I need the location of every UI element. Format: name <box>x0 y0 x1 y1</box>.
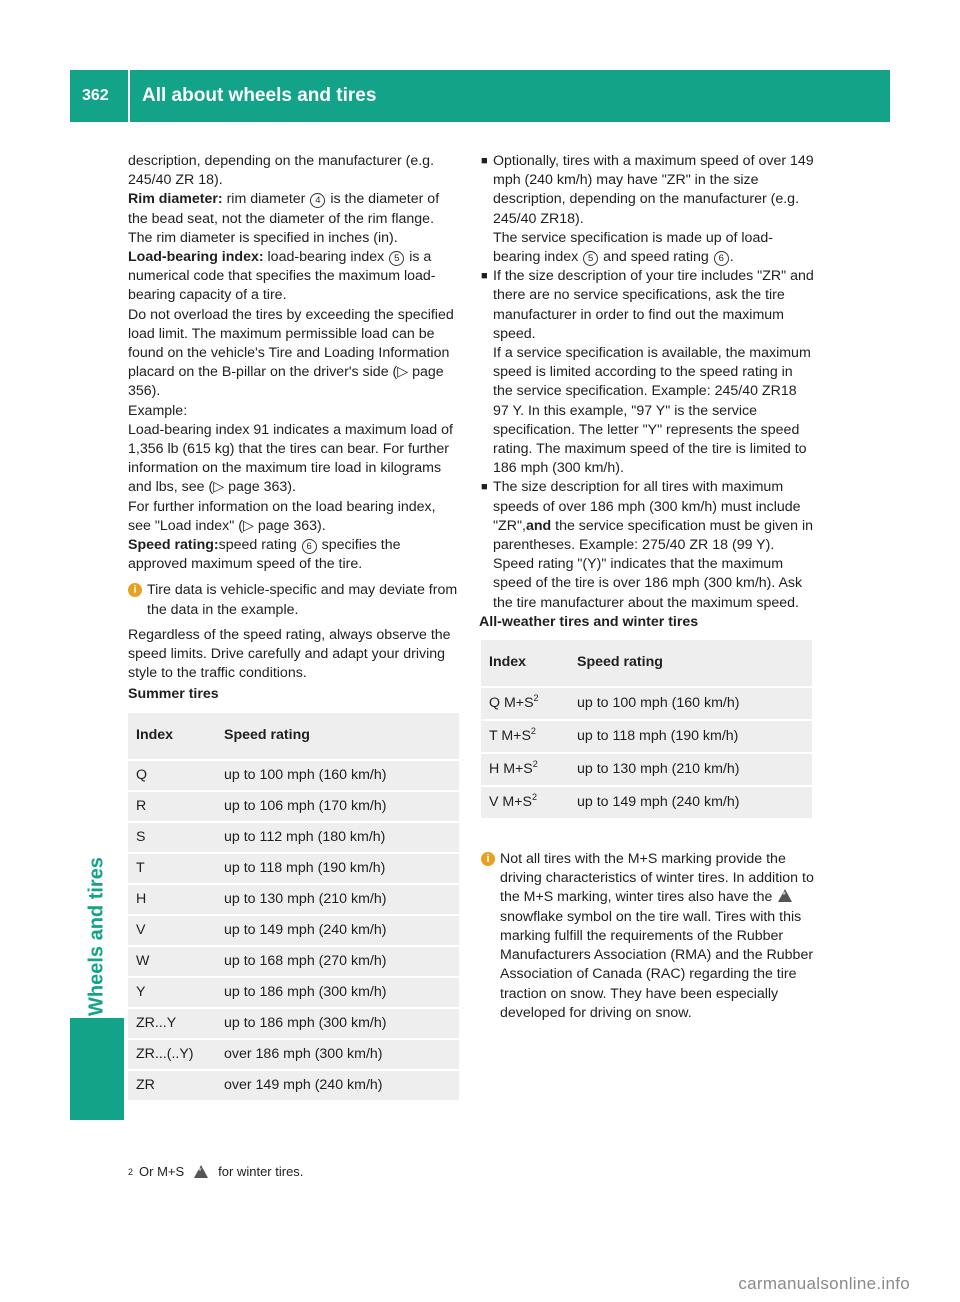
term: Rim diameter: <box>128 191 223 208</box>
bullet-icon: ■ <box>481 155 488 167</box>
bullet-icon: ■ <box>481 270 488 283</box>
info-icon: i <box>481 852 495 866</box>
page-ref-arrow-icon: ▷ <box>242 517 254 534</box>
page-header <box>70 70 890 122</box>
callout-number-icon: 5 <box>389 251 404 266</box>
table-row: T $M+S^2$ up to 118 mph (190 km/h) <box>481 721 812 752</box>
bullet-icon: ■ <box>481 481 488 494</box>
footnote-number: 2 <box>128 1166 134 1177</box>
paragraph: description, depending on the manufacturer (e.g. 245/40 ZR 18). <box>128 153 435 189</box>
page-ref-arrow-icon: ▷ <box>397 364 409 381</box>
watermark: carmanualsonline.info <box>738 1274 910 1293</box>
column-header: Speed rating <box>216 713 459 759</box>
snowflake-mountain-icon <box>778 889 792 902</box>
table-row: Q up to 100 mph (160 km/h) <box>128 761 459 790</box>
page-number: 362 <box>82 87 109 104</box>
example-paragraph: Load-bearing index 91 indicates a maximum load of 1,356 lb (615 kg) that the tires can bear. For further information on the maximum tire load in kilograms and lbs, see (▷ page 363). <box>128 421 453 496</box>
table-row: T up to 118 mph (190 km/h) <box>128 854 459 883</box>
summer-tires-table <box>128 711 459 1102</box>
table-row: S up to 112 mph (180 km/h) <box>128 823 459 852</box>
footnote: 2 Or M+S * for winter tires. <box>128 1164 303 1179</box>
winter-tires-table <box>481 638 812 820</box>
callout-number-icon: 6 <box>302 539 317 554</box>
column-header: Index <box>481 640 569 686</box>
list-item: ■ Optionally, tires with a maximum speed of over 149 mph (240 km/h) may have "ZR" in the size description, depending on the manufacturer (e.g. 245/40 ZR18). The service specification is made up of load-bearing index 5 and speed rating 6 . <box>481 152 814 267</box>
table-row: W up to 168 mph (270 km/h) <box>128 947 459 976</box>
winter-tires-heading: All-weather tires and winter tires <box>479 613 699 630</box>
rim-diameter-paragraph: Rim diameter: rim diameter 4 is the diameter of the bead seat, not the diameter of the rim flange. The rim diameter is specified in inches (in). <box>128 191 440 246</box>
term: Speed rating: <box>128 537 219 554</box>
term: Load-bearing index: <box>128 249 264 266</box>
table-row: V up to 149 mph (240 km/h) <box>128 916 459 945</box>
table-row: R up to 106 mph (170 km/h) <box>128 792 459 821</box>
speed-rating-paragraph: Speed rating:speed rating 6 specifies the approved maximum speed of the tire. <box>128 537 401 573</box>
service-spec-paragraph: The service specification is made up of load-bearing index 5 and speed rating 6 . <box>493 229 773 266</box>
table-header-row <box>128 713 459 759</box>
page-title: All about wheels and tires <box>142 85 377 106</box>
paragraph: Regardless of the speed rating, always observe the speed limits. Drive carefully and adapt your driving style to the traffic conditions. <box>128 626 451 682</box>
info-icon: i <box>128 583 142 597</box>
further-info-paragraph: For further information on the load bearing index, see "Load index" (▷ page 363). <box>128 498 436 534</box>
page-reference-link[interactable]: page 356). <box>128 364 444 400</box>
snowflake-mountain-icon <box>194 1165 208 1178</box>
footnote-marker: 2 <box>531 791 537 802</box>
left-column <box>128 152 461 1102</box>
chapter-label: Wheels and tires <box>85 857 108 1016</box>
summer-tires-heading: Summer tires <box>128 686 219 703</box>
chapter-marker-block <box>70 1018 124 1120</box>
list-item: ■ The size description for all tires with maximum speeds of over 186 mph (300 km/h) must include "ZR",and the service specification must be given in parentheses. Example: 275/40 ZR 18 (99 Y). Speed rating "(Y)" indicates that the maximum speed of the tire is over 186 mph (300 km/h). Ask the tire manufacturer about the maximum speed. <box>481 478 814 612</box>
table-row: ZR over 149 mph (240 km/h) <box>128 1071 459 1100</box>
table-row: H $M+S^2$ up to 130 mph (210 km/h) <box>481 754 812 785</box>
footnote-marker: 2 <box>530 725 536 736</box>
table-row: Q $M+S^2$ up to 100 mph (160 km/h) <box>481 688 812 719</box>
table-row: ZR...(..Y) over 186 mph (300 km/h) <box>128 1040 459 1069</box>
page-reference-link[interactable]: page 363). <box>228 479 296 496</box>
footnote-marker: 2 <box>532 758 538 769</box>
info-note: i Tire data is vehicle-specific and may deviate from the data in the example. <box>128 581 461 619</box>
page-ref-arrow-icon: ▷ <box>213 479 225 496</box>
table-row: Y up to 186 mph (300 km/h) <box>128 978 459 1007</box>
column-header: Index <box>128 713 216 759</box>
callout-number-icon: 4 <box>310 193 325 208</box>
callout-number-icon: 6 <box>714 251 729 266</box>
table-row: H up to 130 mph (210 km/h) <box>128 885 459 914</box>
table-header-row <box>481 640 812 686</box>
overload-paragraph: Do not overload the tires by exceeding the specified load limit. The maximum permissible load can be found on the vehicle's Tire and Loading Information placard on the B-pillar on the driver's side (▷ page 356). <box>128 306 454 400</box>
right-column <box>481 152 814 1023</box>
callout-number-icon: 5 <box>583 251 598 266</box>
info-note: i Not all tires with the M+S marking provide the driving characteristics of winter tires. In addition to the M+S marking, winter tires also have the * snowflake symbol on the tire wall. Tires with this marking fulfill the requirements of the Rubber Manufacturers Association (RMA) and the Rubber Association of Canada (RAC) regarding the tire traction on snow. They have been especially developed for driving on snow. <box>481 850 814 1023</box>
chapter-side-tab <box>70 540 124 1120</box>
column-header: Speed rating <box>569 640 812 686</box>
load-bearing-paragraph: Load-bearing index: load-bearing index 5 is a numerical code that specifies the maximum load-bearing capacity of a tire. <box>128 249 436 304</box>
footnote-marker: 2 <box>533 692 539 703</box>
list-item: ■ If the size description of your tire includes "ZR" and there are no service specifications, ask the tire manufacturer in order to find out the maximum speed. If a service specification is available, the maximum speed is limited according to the speed rating in the service specification. Example: 245/40 ZR18 97 Y. In this example, "97 Y" is the service specification. The letter "Y" represents the speed rating. The maximum speed of the tire is limited to 186 mph (300 km/h). <box>481 267 814 478</box>
table-row: V $M+S^2$ up to 149 mph (240 km/h) <box>481 787 812 818</box>
page-reference-link[interactable]: page 363). <box>257 517 326 534</box>
table-row: ZR...Y up to 186 mph (300 km/h) <box>128 1009 459 1038</box>
example-label: Example: <box>128 402 188 419</box>
